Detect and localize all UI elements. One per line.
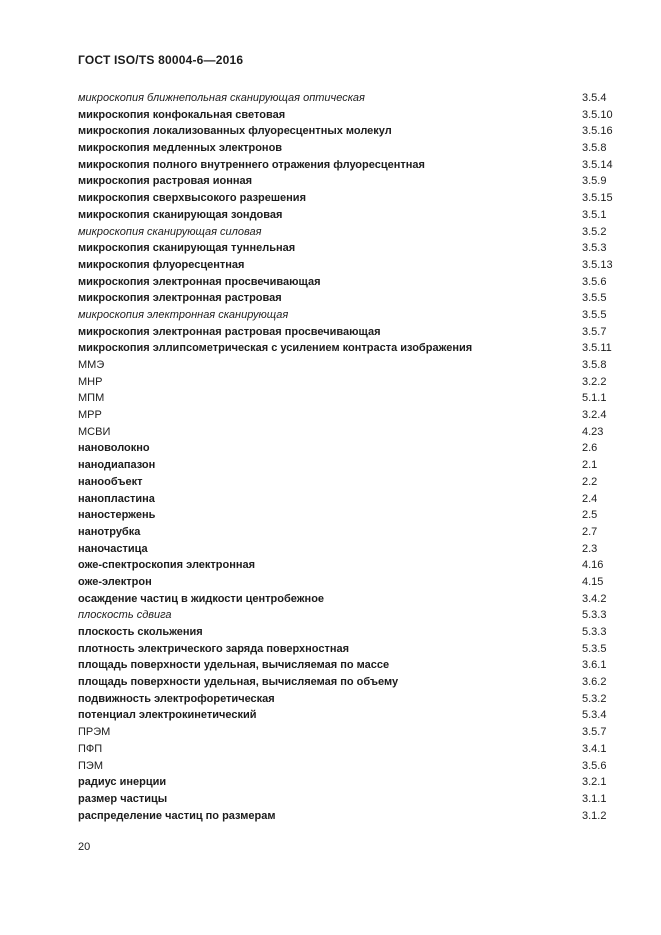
term-ref: 4.15 [582,575,604,588]
index-entry-row [78,274,618,291]
alphabetical-index-list [78,90,618,824]
term-text: микроскопия электронная растровая [78,292,282,305]
term-text: ПРЭМ [78,726,111,739]
index-entry-row [78,491,618,508]
term-text: микроскопия электронная сканирующая [78,308,289,321]
term-ref: 5.3.5 [582,642,607,655]
index-entry-row [78,207,618,224]
index-entry-row [78,674,618,691]
term-text: подвижность электрофоретическая [78,692,275,705]
term-text: МСВИ [78,425,111,438]
term-ref: 2.7 [582,525,598,538]
index-entry-row [78,374,618,391]
index-entry-row [78,741,618,758]
term-text: плотность электрического заряда поверхностная [78,642,350,655]
index-entry-row [78,107,618,124]
term-text: МНР [78,375,103,388]
term-text: микроскопия сверхвысокого разрешения [78,192,306,205]
term-ref: 3.2.4 [582,409,607,422]
term-text: потенциал электрокинетический [78,709,257,722]
term-ref: 5.3.3 [582,609,607,622]
term-text: плоскость сдвига [78,609,172,622]
term-ref: 2.6 [582,442,598,455]
term-text: нанообъект [78,475,143,488]
index-entry-row [78,307,618,324]
index-entry-row [78,340,618,357]
term-ref: 2.3 [582,542,598,555]
term-text: оже-спектроскопия электронная [78,559,256,572]
term-ref: 5.3.2 [582,692,607,705]
term-ref: 3.2.2 [582,375,607,388]
term-ref: 3.5.16 [582,125,613,138]
term-text: микроскопия сканирующая туннельная [78,242,296,255]
index-entry-row [78,724,618,741]
term-text: микроскопия медленных электронов [78,142,283,155]
term-text: площадь поверхности удельная, вычисляемая по объему [78,676,399,689]
index-entry-row [78,390,618,407]
index-entry-row [78,507,618,524]
term-ref: 3.5.15 [582,192,613,205]
index-entry-row [78,440,618,457]
term-ref: 3.6.1 [582,659,607,672]
term-ref: 2.4 [582,492,598,505]
index-entry-row [78,474,618,491]
term-text: наностержень [78,509,156,522]
term-ref: 3.5.7 [582,726,607,739]
term-text: плоскость скольжения [78,626,203,638]
term-text: микроскопия сканирующая зондовая [78,208,283,221]
index-entry-row [78,324,618,341]
term-ref: 5.3.3 [582,626,607,638]
term-ref: 3.5.14 [582,158,613,171]
term-ref: 3.5.8 [582,359,607,371]
term-text: нанопластина [78,492,155,505]
term-ref: 3.5.1 [582,208,607,221]
term-ref: 3.5.4 [582,92,607,104]
term-text: оже-электрон [78,575,152,588]
index-entry-row [78,541,618,558]
term-ref: 3.5.6 [582,275,607,288]
term-ref: 2.1 [582,459,598,472]
index-entry-row [78,190,618,207]
term-ref: 3.6.2 [582,676,607,689]
index-entry-row [78,774,618,791]
index-entry-row [78,457,618,474]
term-ref: 3.5.7 [582,325,607,338]
term-ref: 3.5.5 [582,292,607,305]
page-number: 20 [78,841,91,853]
term-text: микроскопия полного внутреннего отражения флуоресцентная [78,158,425,171]
term-text: осаждение частиц в жидкости центробежное [78,592,325,605]
term-ref: 3.5.2 [582,225,607,238]
term-ref: 3.5.6 [582,759,607,772]
index-entry-row [78,224,618,241]
index-entry-row [78,808,618,825]
term-ref: 3.5.13 [582,258,613,271]
index-entry-row [78,357,618,374]
index-entry-row [78,424,618,441]
term-ref: 3.5.3 [582,242,607,255]
term-text: нанодиапазон [78,459,156,472]
term-ref: 3.5.11 [582,342,612,355]
index-entry-row [78,257,618,274]
term-ref: 5.3.4 [582,709,607,722]
index-entry-row [78,657,618,674]
index-entry-row [78,524,618,541]
term-text: нанотрубка [78,525,141,538]
term-text: ПФП [78,742,103,755]
term-ref: 3.5.10 [582,108,613,121]
term-text: микроскопия локализованных флуоресцентных молекул [78,125,392,138]
index-entry-row [78,707,618,724]
term-text: радиус инерции [78,776,167,789]
index-entry-row [78,624,618,641]
term-text: микроскопия конфокальная световая [78,108,286,121]
term-ref: 4.16 [582,559,604,572]
term-ref: 3.2.1 [582,776,607,789]
index-entry-row [78,574,618,591]
term-text: распределение частиц по размерам [78,809,276,822]
index-entry-row [78,90,618,107]
term-text: площадь поверхности удельная, вычисляемая по массе [78,659,390,672]
index-entry-row [78,157,618,174]
term-ref: 3.4.1 [582,742,607,755]
term-text: размер частицы [78,792,168,805]
index-entry-row [78,591,618,608]
term-text: микроскопия ближнепольная сканирующая оптическая [78,92,365,104]
term-ref: 3.5.8 [582,142,607,155]
term-text: микроскопия эллипсометрическая с усилением контраста изображения [78,342,473,355]
index-entry-row [78,173,618,190]
term-ref: 3.1.2 [582,809,607,822]
term-text: ММЭ [78,359,105,371]
term-ref: 5.1.1 [582,392,607,405]
index-entry-row [78,641,618,658]
index-entry-row [78,123,618,140]
term-text: микроскопия сканирующая силовая [78,225,262,238]
term-text: микроскопия электронная растровая просвечивающая [78,325,381,338]
term-ref: 4.23 [582,425,604,438]
index-entry-row [78,290,618,307]
index-entry-row [78,758,618,775]
term-text: микроскопия растровая ионная [78,175,253,188]
term-text: нановолокно [78,442,150,455]
term-ref: 3.4.2 [582,592,607,605]
index-entry-row [78,791,618,808]
term-text: МРР [78,409,102,422]
term-ref: 2.5 [582,509,598,522]
index-entry-row [78,691,618,708]
index-entry-row [78,557,618,574]
index-entry-row [78,140,618,157]
term-text: микроскопия электронная просвечивающая [78,275,321,288]
term-ref: 3.5.5 [582,308,607,321]
term-text: МПМ [78,392,105,405]
index-entry-row [78,607,618,624]
term-text: наночастица [78,542,148,555]
standard-designation-header: ГОСТ ISO/TS 80004-6—2016 [78,53,244,67]
index-entry-row [78,240,618,257]
index-entry-row [78,407,618,424]
term-text: микроскопия флуоресцентная [78,258,245,271]
term-ref: 2.2 [582,475,598,488]
term-ref: 3.5.9 [582,175,607,188]
term-text: ПЭМ [78,759,103,772]
term-ref: 3.1.1 [582,792,607,805]
